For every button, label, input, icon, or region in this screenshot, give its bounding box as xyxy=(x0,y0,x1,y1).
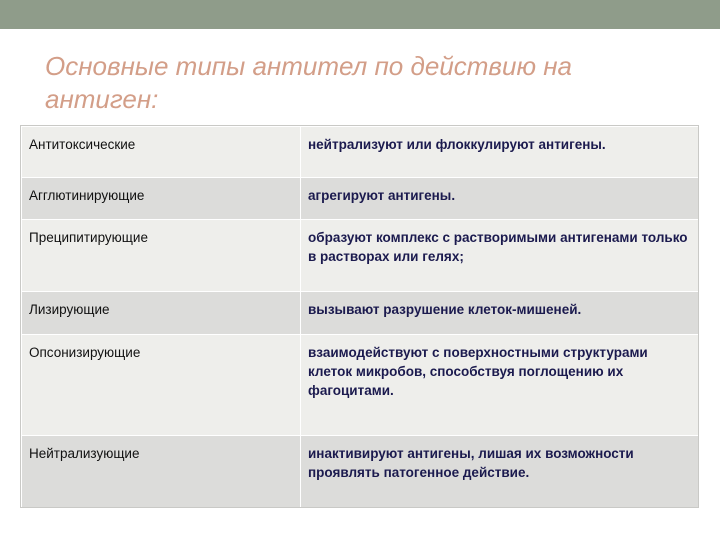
top-bar xyxy=(0,0,720,29)
table-row xyxy=(22,127,700,178)
antibody-action-cell: агрегируют антигены. xyxy=(301,178,700,220)
table-row xyxy=(22,335,700,436)
table-row xyxy=(22,436,700,509)
antibody-action-cell: вызывают разрушение клеток-мишеней. xyxy=(301,292,700,335)
antibody-type-cell: Преципитирующие xyxy=(22,220,301,292)
antibody-type-cell: Лизирующие xyxy=(22,292,301,335)
antibody-type-cell: Агглютинирующие xyxy=(22,178,301,220)
antibody-types-table xyxy=(21,126,700,509)
table-row xyxy=(22,220,700,292)
antibody-type-cell: Нейтрализующие xyxy=(22,436,301,509)
slide-title: Основные типы антител по действию на антиген: xyxy=(45,51,573,114)
antibody-type-cell: Антитоксические xyxy=(22,127,301,178)
antibody-action-cell: инактивируют антигены, лишая их возможности проявлять патогенное действие. xyxy=(301,436,700,509)
table-row xyxy=(22,178,700,220)
antibody-action-cell: нейтрализуют или флоккулируют антигены. xyxy=(301,127,700,178)
antibody-action-cell: взаимодействуют с поверхностными структурами клеток микробов, способствуя поглощению их фагоцитами. xyxy=(301,335,700,436)
table-row xyxy=(22,292,700,335)
antibody-type-cell: Опсонизирующие xyxy=(22,335,301,436)
antibody-action-cell: образуют комплекс с растворимыми антигенами только в растворах или гелях; xyxy=(301,220,700,292)
